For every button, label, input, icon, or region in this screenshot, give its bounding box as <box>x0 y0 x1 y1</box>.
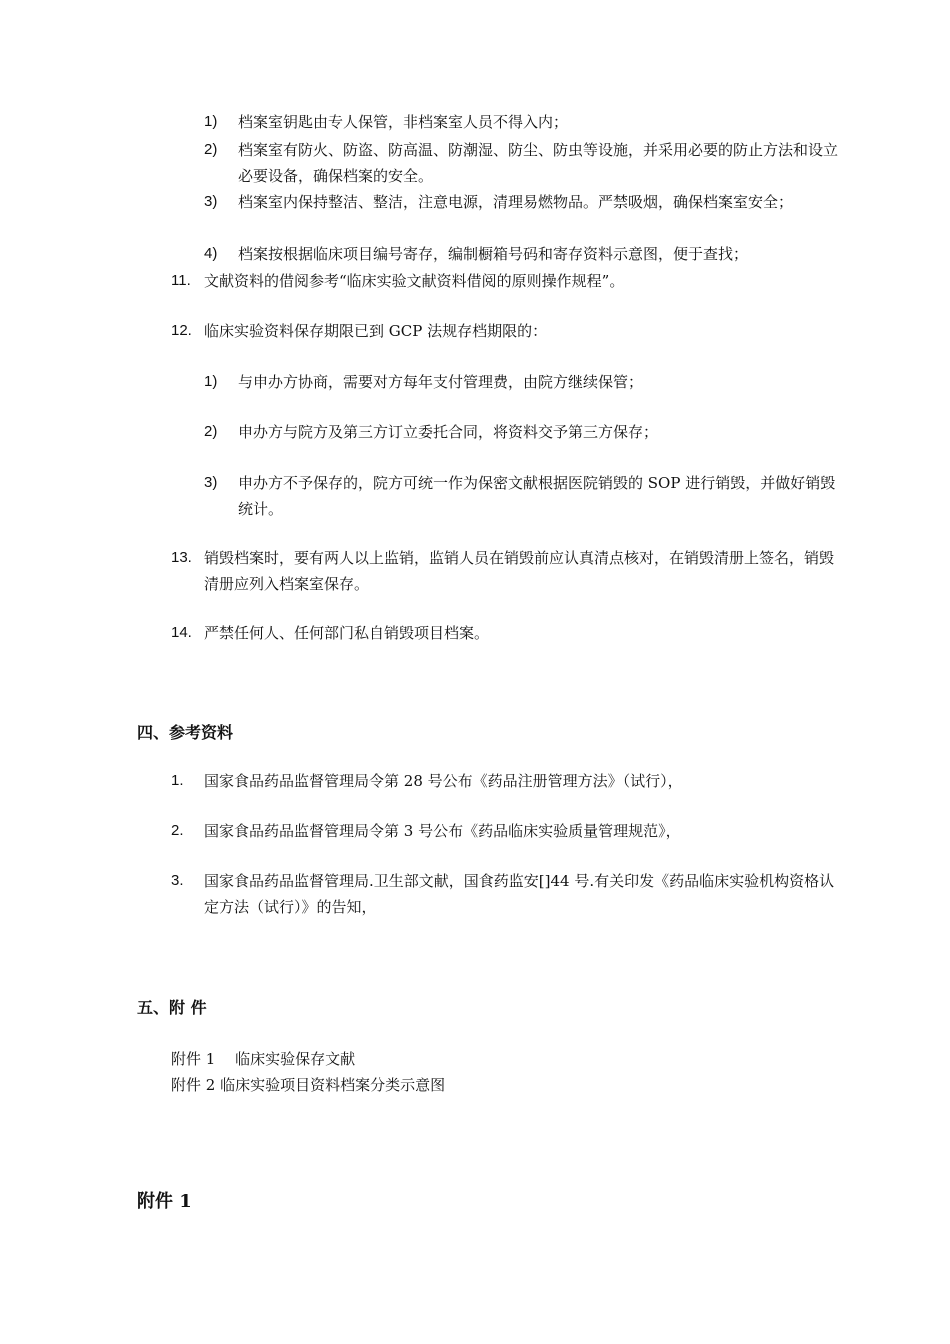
list-number: 1. <box>171 772 184 789</box>
list-item-text: 文献资料的借阅参考“临床实验文献资料借阅的原则操作规程”。 <box>204 272 625 290</box>
reference-item-text: 国家食品药品监督管理局令第 28 号公布《药品注册管理方法》（试行）， <box>204 772 683 790</box>
list-number: 1) <box>204 373 218 390</box>
list-number: 2. <box>171 822 184 839</box>
list-item-text: 档案室有防火、防盗、防高温、防潮湿、防尘、防虫等设施，并采用必要的防止方法和设立必要设备，确保档案的安全。 <box>238 141 839 185</box>
reference-item-text: 国家食品药品监督管理局.卫生部文献，国食药监安[]44 号.有关印发《药品临床实验机构资格认定方法（试行）》的告知， <box>204 872 835 916</box>
list-number: 3. <box>171 872 184 889</box>
attachment-line: 附件 2 临床实验项目资料档案分类示意图 <box>171 1076 446 1094</box>
list-number: 3) <box>204 193 218 210</box>
section-heading-attachments: 五、附 件 <box>137 998 207 1017</box>
list-item-text: 销毁档案时，要有两人以上监销，监销人员在销毁前应认真清点核对，在销毁清册上签名，销毁清册应列入档案室保存。 <box>204 549 835 593</box>
list-item-text: 档案室钥匙由专人保管，非档案室人员不得入内； <box>238 113 569 131</box>
list-number: 12. <box>171 322 192 339</box>
list-item-text: 与申办方协商，需要对方每年支付管理费，由院方继续保管； <box>238 373 644 391</box>
appendix-heading: 附件 1 <box>137 1191 192 1212</box>
attachment-line: 附件 1 临床实验保存文献 <box>171 1050 356 1068</box>
list-number: 2) <box>204 141 218 158</box>
list-item-text: 申办方不予保存的，院方可统一作为保密文献根据医院销毁的 SOP 进行销毁，并做好销毁统计。 <box>238 474 836 518</box>
list-number: 3) <box>204 474 218 491</box>
list-number: 14. <box>171 624 192 641</box>
list-item-text: 申办方与院方及第三方订立委托合同，将资料交予第三方保存； <box>238 423 659 441</box>
list-number: 13. <box>171 549 192 566</box>
section-heading-references: 四、参考资料 <box>137 723 234 742</box>
list-number: 1) <box>204 113 218 130</box>
list-number: 2) <box>204 423 218 440</box>
list-number: 4) <box>204 245 218 262</box>
list-item-text: 档案室内保持整洁、整洁，注意电源，清理易燃物品。严禁吸烟，确保档案室安全； <box>238 193 794 211</box>
list-item-text: 档案按根据临床项目编号寄存，编制橱箱号码和寄存资料示意图，便于查找； <box>238 245 749 263</box>
list-item-text: 严禁任何人、任何部门私自销毁项目档案。 <box>204 624 490 642</box>
reference-item-text: 国家食品药品监督管理局令第 3 号公布《药品临床实验质量管理规范》， <box>204 822 681 840</box>
list-number: 11. <box>171 272 191 289</box>
list-item-text: 临床实验资料保存期限已到 GCP 法规存档期限的： <box>204 322 548 340</box>
